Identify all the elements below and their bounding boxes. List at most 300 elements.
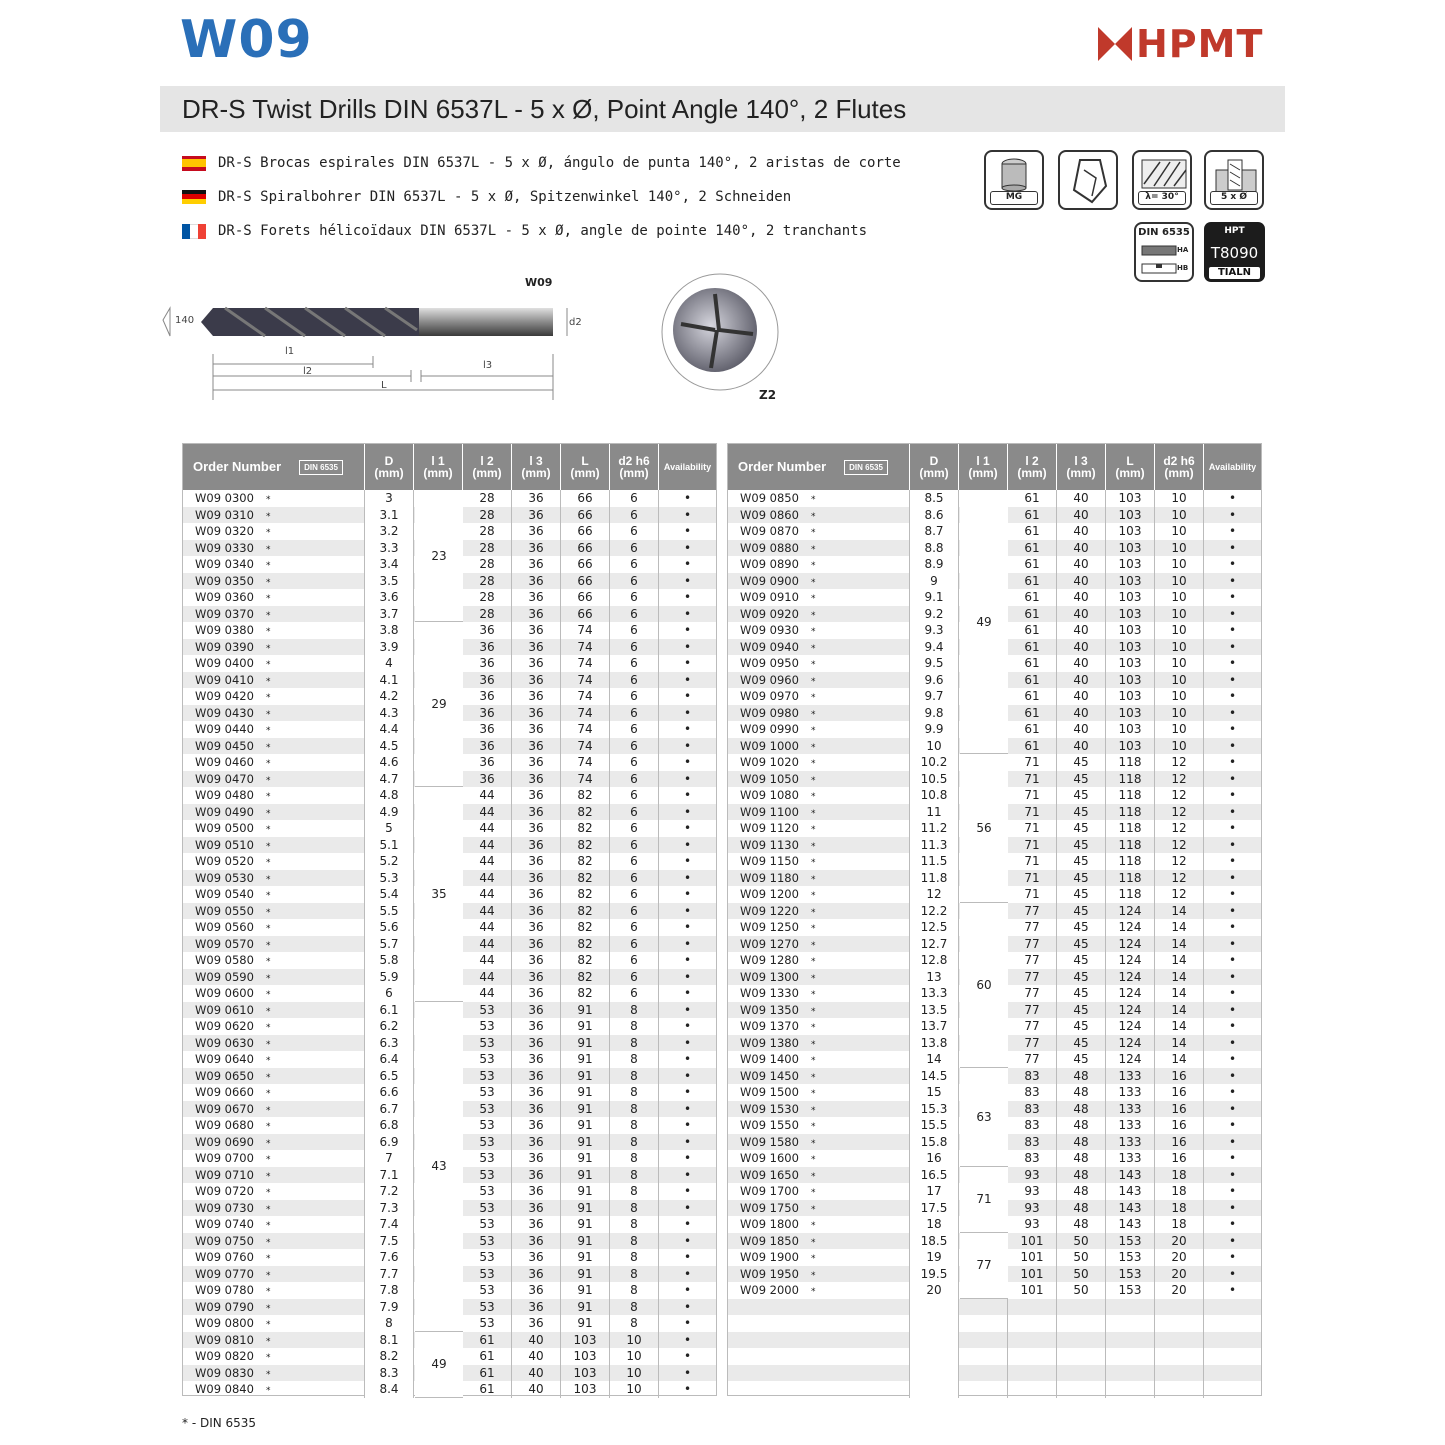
- order-number-cell: [183, 1282, 365, 1299]
- diameter-cell: [910, 1381, 959, 1398]
- din-6535-mark: *: [265, 874, 271, 885]
- din-6535-mark: *: [265, 1122, 271, 1132]
- table-row: [728, 886, 1261, 903]
- product-subtitle: DR-S Twist Drills DIN 6537L - 5 x Ø, Point Angle 140°, 2 Flutes: [182, 94, 907, 124]
- order-number-cell: [183, 1299, 365, 1316]
- l3-cell: 36: [512, 1035, 561, 1052]
- l1-cell: [414, 540, 463, 557]
- l2-cell: 71: [1008, 886, 1057, 903]
- l1-cell: [959, 1381, 1008, 1398]
- din-6535-mark: *: [265, 594, 271, 604]
- din-6535-mark: *: [810, 1138, 816, 1149]
- diameter-cell: 5: [365, 820, 414, 837]
- din-6535-mark: *: [810, 957, 816, 967]
- diameter-cell: 8.6: [910, 507, 959, 524]
- l3-cell: 36: [512, 771, 561, 788]
- l2-cell: 61: [1008, 540, 1057, 557]
- table-row: [183, 1035, 716, 1052]
- overall-length-cell: 153: [1106, 1266, 1155, 1283]
- translation-text: DR-S Brocas espirales DIN 6537L - 5 x Ø, ángulo de punta 140°, 2 aristas de corte: [218, 155, 901, 171]
- availability-dot: •: [1228, 1068, 1237, 1083]
- order-number-cell: [728, 886, 910, 903]
- l1-cell: [959, 1134, 1008, 1151]
- order-number: W09 2000: [740, 1283, 799, 1297]
- order-number: W09 0330: [195, 540, 254, 555]
- order-number-cell: [728, 1035, 910, 1052]
- l2-cell: 77: [1008, 985, 1057, 1002]
- availability-dot: •: [683, 1134, 692, 1149]
- table-row: [183, 1084, 716, 1101]
- order-number-cell: [183, 1249, 365, 1266]
- order-number: W09 0400: [195, 656, 254, 670]
- shank-diameter-cell: 6: [610, 721, 659, 738]
- overall-length-cell: 82: [561, 804, 610, 821]
- table-row: [728, 1183, 1261, 1200]
- din-6535-mark: *: [265, 891, 271, 901]
- shank-diameter-cell: 8: [610, 1299, 659, 1316]
- l3-cell: 36: [512, 820, 561, 837]
- l1-group-cell: 56: [960, 754, 1008, 903]
- din-6535-mark: *: [265, 1336, 271, 1347]
- l2-cell: 53: [463, 1282, 512, 1299]
- availability-dot: •: [1228, 755, 1237, 769]
- l1-cell: [414, 1200, 463, 1217]
- table-row: [728, 490, 1261, 507]
- table-row: [183, 622, 716, 639]
- table-body: [728, 490, 1261, 1398]
- order-number-cell: [728, 903, 910, 920]
- table-row: [728, 771, 1261, 788]
- l1-cell: [959, 1051, 1008, 1068]
- l3-cell: 36: [512, 936, 561, 953]
- din-6535-mark: *: [265, 1320, 271, 1330]
- din-6535-mark: *: [810, 940, 816, 951]
- overall-length-cell: 66: [561, 507, 610, 524]
- shank-diameter-cell: 6: [610, 820, 659, 837]
- l1-group-cell: 35: [415, 787, 463, 1002]
- overall-length-cell: 91: [561, 1282, 610, 1299]
- diameter-cell: 3.5: [365, 573, 414, 590]
- table-row: [728, 985, 1261, 1002]
- l1-group-cell: 63: [960, 1068, 1008, 1167]
- shank-diameter-cell: 14: [1155, 969, 1204, 986]
- order-number: W09 1950: [740, 1266, 799, 1281]
- diameter-cell: 11.3: [910, 837, 959, 854]
- order-number: W09 0930: [740, 623, 799, 637]
- l1-cell: [414, 771, 463, 788]
- l3-cell: 36: [512, 787, 561, 804]
- din-6535-mark: *: [810, 858, 816, 868]
- availability-dot: •: [683, 1019, 692, 1033]
- shank-diameter-cell: 16: [1155, 1117, 1204, 1134]
- drill-diagram: [155, 272, 805, 412]
- l3-cell: 40: [512, 1348, 561, 1365]
- order-number-cell: [728, 919, 910, 936]
- order-number-cell: [728, 721, 910, 738]
- table-row: [728, 870, 1261, 887]
- table-row: [183, 771, 716, 788]
- diameter-cell: 6.9: [365, 1134, 414, 1151]
- l2-cell: 53: [463, 1051, 512, 1068]
- order-number-cell: [728, 1332, 910, 1349]
- availability-dot: •: [1228, 1052, 1237, 1066]
- shank-diameter-cell: 10: [1155, 738, 1204, 755]
- order-number-cell: [728, 1068, 910, 1085]
- availability-dot: •: [683, 590, 692, 604]
- l1-cell: [959, 606, 1008, 623]
- diameter-cell: 5.5: [365, 903, 414, 920]
- material-mg-icon: MG: [984, 150, 1044, 210]
- shank-diameter-cell: 16: [1155, 1084, 1204, 1101]
- overall-length-cell: 118: [1106, 771, 1155, 788]
- order-number-cell: [183, 886, 365, 903]
- overall-length-cell: 82: [561, 853, 610, 870]
- table-row: [183, 1002, 716, 1019]
- order-number: W09 0620: [195, 1019, 254, 1033]
- order-number: W09 0650: [195, 1068, 254, 1083]
- din-6535-mark: *: [265, 990, 271, 1000]
- l1-cell: [414, 556, 463, 573]
- l2-cell: 28: [463, 573, 512, 590]
- order-number-cell: [183, 771, 365, 788]
- overall-length-cell: 103: [1106, 705, 1155, 722]
- l2-cell: 36: [463, 705, 512, 722]
- l2-cell: 101: [1008, 1282, 1057, 1299]
- availability-dot: [1204, 1348, 1261, 1365]
- availability-dot: •: [683, 1167, 692, 1182]
- l3-cell: 36: [512, 672, 561, 689]
- din-6535-mark: *: [265, 1369, 271, 1380]
- shank-diameter-cell: 8: [610, 1200, 659, 1217]
- shank-diameter-cell: 10: [610, 1348, 659, 1365]
- overall-length-cell: 124: [1106, 1018, 1155, 1035]
- availability-dot: •: [683, 755, 692, 769]
- diameter-cell: 10.5: [910, 771, 959, 788]
- availability-dot: •: [683, 1217, 692, 1231]
- shank-diameter-cell: 8: [610, 1150, 659, 1167]
- overall-length-cell: 103: [1106, 688, 1155, 705]
- l2-cell: [1008, 1365, 1057, 1382]
- diameter-cell: 5.2: [365, 853, 414, 870]
- d2-label: d2: [569, 317, 582, 328]
- l1-cell: [414, 490, 463, 507]
- diameter-cell: 3.3: [365, 540, 414, 557]
- header-d2: [1155, 444, 1204, 490]
- l3-cell: 40: [1057, 655, 1106, 672]
- overall-length-cell: 82: [561, 919, 610, 936]
- order-number: W09 0970: [740, 689, 799, 703]
- l2-cell: 36: [463, 754, 512, 771]
- l3-cell: 36: [512, 1051, 561, 1068]
- availability-dot: •: [683, 1052, 692, 1066]
- l2-cell: 36: [463, 688, 512, 705]
- order-number-cell: [183, 1134, 365, 1151]
- table-row: [183, 1200, 716, 1217]
- overall-length-cell: 153: [1106, 1249, 1155, 1266]
- shank-diameter-cell: 6: [610, 771, 659, 788]
- l1-cell: [414, 837, 463, 854]
- order-number-cell: [728, 1002, 910, 1019]
- l2-cell: 28: [463, 523, 512, 540]
- availability-dot: •: [683, 540, 692, 555]
- shank-diameter-cell: 6: [610, 672, 659, 689]
- table-row: [183, 1018, 716, 1035]
- order-number: W09 0470: [195, 771, 254, 786]
- order-number: W09 0820: [195, 1349, 254, 1363]
- overall-length-cell: 91: [561, 1266, 610, 1283]
- din-6535-mark: *: [810, 1122, 816, 1132]
- availability-dot: •: [1228, 887, 1237, 901]
- l2-cell: [1008, 1348, 1057, 1365]
- availability-dot: •: [1228, 1250, 1237, 1264]
- l3-cell: 45: [1057, 1002, 1106, 1019]
- order-number-cell: [728, 853, 910, 870]
- shank-diameter-cell: 14: [1155, 985, 1204, 1002]
- l3-cell: 50: [1057, 1266, 1106, 1283]
- shank-diameter-cell: 8: [610, 1282, 659, 1299]
- header-order-label: Order Number: [193, 459, 282, 474]
- availability-dot: •: [1228, 573, 1237, 588]
- shank-diameter-cell: 6: [610, 787, 659, 804]
- shank-diameter-cell: 10: [1155, 639, 1204, 656]
- l1-cell: [414, 589, 463, 606]
- shank-diameter-cell: 20: [1155, 1249, 1204, 1266]
- diameter-cell: 3.2: [365, 523, 414, 540]
- shank-diameter-cell: [1155, 1315, 1204, 1332]
- l1-cell: [959, 754, 1008, 771]
- availability-dot: •: [683, 639, 692, 654]
- l1-cell: [959, 952, 1008, 969]
- overall-length-cell: 118: [1106, 787, 1155, 804]
- l3-cell: 36: [512, 688, 561, 705]
- order-number: W09 0370: [195, 606, 254, 621]
- shank-diameter-cell: 6: [610, 540, 659, 557]
- overall-length-cell: 82: [561, 886, 610, 903]
- diameter-cell: 7.8: [365, 1282, 414, 1299]
- table-row: [728, 1134, 1261, 1151]
- shank-diameter-cell: 8: [610, 1167, 659, 1184]
- l2-cell: 61: [1008, 655, 1057, 672]
- l3-cell: 40: [1057, 540, 1106, 557]
- overall-length-cell: 103: [1106, 672, 1155, 689]
- order-number: W09 0540: [195, 887, 254, 901]
- shank-diameter-cell: 6: [610, 952, 659, 969]
- shank-diameter-cell: 10: [1155, 655, 1204, 672]
- order-number: W09 0590: [195, 969, 254, 984]
- table-row: [728, 754, 1261, 771]
- diameter-cell: 3.4: [365, 556, 414, 573]
- overall-length-cell: 91: [561, 1068, 610, 1085]
- order-number: W09 0720: [195, 1184, 254, 1198]
- table-row: [728, 639, 1261, 656]
- overall-length-cell: 103: [561, 1332, 610, 1349]
- availability-dot: •: [1228, 1134, 1237, 1149]
- l1-cell: [959, 507, 1008, 524]
- l1-label: l1: [285, 346, 295, 357]
- order-number-cell: [728, 606, 910, 623]
- din-6535-mark: *: [265, 610, 271, 621]
- order-number: W09 0530: [195, 870, 254, 885]
- order-number: W09 0430: [195, 705, 254, 720]
- l2-cell: 53: [463, 1002, 512, 1019]
- table-row: [728, 1167, 1261, 1184]
- din-6535-mark: *: [810, 742, 816, 753]
- overall-length-cell: 74: [561, 705, 610, 722]
- overall-length-cell: 91: [561, 1002, 610, 1019]
- order-number: W09 0550: [195, 903, 254, 918]
- l3-cell: 45: [1057, 787, 1106, 804]
- order-number-cell: [183, 507, 365, 524]
- overall-length-cell: 124: [1106, 1051, 1155, 1068]
- diameter-cell: 9.4: [910, 639, 959, 656]
- order-number: W09 0890: [740, 557, 799, 571]
- diameter-cell: 9.9: [910, 721, 959, 738]
- din-6535-mark: *: [810, 808, 816, 819]
- l1-cell: [959, 1101, 1008, 1118]
- overall-length-cell: 91: [561, 1051, 610, 1068]
- order-number: W09 0690: [195, 1134, 254, 1149]
- l1-cell: [959, 1266, 1008, 1283]
- header-d: [365, 444, 414, 490]
- table-row: [183, 787, 716, 804]
- order-number: W09 1330: [740, 986, 799, 1000]
- shank-diameter-cell: 6: [610, 738, 659, 755]
- l2-cell: 71: [1008, 837, 1057, 854]
- l3-cell: 36: [512, 1068, 561, 1085]
- order-number: W09 0940: [740, 639, 799, 654]
- l1-cell: [959, 672, 1008, 689]
- l1-group-cell: 71: [960, 1167, 1008, 1233]
- order-number: W09 0660: [195, 1085, 254, 1099]
- l1-cell: [414, 639, 463, 656]
- l3-cell: 36: [512, 919, 561, 936]
- table-body: [183, 490, 716, 1398]
- overall-length-cell: [1106, 1315, 1155, 1332]
- availability-dot: •: [1228, 524, 1237, 538]
- diameter-cell: 12.5: [910, 919, 959, 936]
- diameter-cell: 15: [910, 1084, 959, 1101]
- l2-cell: 71: [1008, 754, 1057, 771]
- shank-diameter-cell: 12: [1155, 754, 1204, 771]
- overall-length-cell: 91: [561, 1150, 610, 1167]
- din-6535-mark: *: [265, 742, 271, 753]
- order-number-cell: [728, 1216, 910, 1233]
- l2-cell: 61: [1008, 622, 1057, 639]
- l1-cell: [959, 820, 1008, 837]
- l1-cell: [959, 1084, 1008, 1101]
- l1-cell: [414, 1249, 463, 1266]
- shank-diameter-cell: 16: [1155, 1150, 1204, 1167]
- l2-cell: 44: [463, 870, 512, 887]
- l3-cell: 45: [1057, 919, 1106, 936]
- order-number-cell: [183, 754, 365, 771]
- availability-dot: •: [683, 1266, 692, 1281]
- availability-dot: •: [1228, 1184, 1237, 1198]
- l3-cell: 36: [512, 1084, 561, 1101]
- order-number-cell: [183, 1101, 365, 1118]
- table-row: [728, 936, 1261, 953]
- shank-diameter-cell: 8: [610, 1018, 659, 1035]
- l2-cell: 44: [463, 952, 512, 969]
- l3-cell: 48: [1057, 1117, 1106, 1134]
- order-number-cell: [183, 1167, 365, 1184]
- order-number: W09 0500: [195, 821, 254, 835]
- order-number: W09 1270: [740, 936, 799, 951]
- l1-cell: [959, 1233, 1008, 1250]
- table-row: [728, 1249, 1261, 1266]
- availability-dot: •: [683, 738, 692, 753]
- l3-cell: 36: [512, 622, 561, 639]
- order-number-cell: [183, 903, 365, 920]
- order-number-cell: [728, 870, 910, 887]
- diameter-cell: [910, 1348, 959, 1365]
- table-row: [183, 1051, 716, 1068]
- order-number: W09 0340: [195, 557, 254, 571]
- translation-german: [182, 187, 791, 207]
- order-number: W09 0420: [195, 689, 254, 703]
- shank-diameter-cell: 10: [1155, 540, 1204, 557]
- diameter-cell: 8.7: [910, 523, 959, 540]
- shank-diameter-cell: 10: [1155, 589, 1204, 606]
- order-number-cell: [183, 1381, 365, 1398]
- diameter-cell: 13.5: [910, 1002, 959, 1019]
- order-number: W09 0960: [740, 672, 799, 687]
- table-row: [728, 853, 1261, 870]
- l2-cell: 53: [463, 1018, 512, 1035]
- table-header: [728, 444, 1261, 490]
- l1-group-cell: 49: [415, 1332, 463, 1398]
- l3-cell: 36: [512, 705, 561, 722]
- l2-cell: 28: [463, 490, 512, 507]
- l2-cell: [1008, 1299, 1057, 1316]
- table-row: [728, 1068, 1261, 1085]
- table-row: [183, 952, 716, 969]
- order-number-cell: [728, 1051, 910, 1068]
- overall-length-cell: 103: [1106, 540, 1155, 557]
- order-number-cell: [183, 721, 365, 738]
- diameter-cell: 6.2: [365, 1018, 414, 1035]
- shank-diameter-cell: 6: [610, 936, 659, 953]
- overall-length-cell: 74: [561, 721, 610, 738]
- l3-cell: 40: [1057, 738, 1106, 755]
- din-6535-mark: *: [810, 973, 816, 984]
- diameter-cell: 7.7: [365, 1266, 414, 1283]
- header-l2: [463, 444, 512, 490]
- diameter-cell: 17.5: [910, 1200, 959, 1217]
- overall-length-cell: 74: [561, 639, 610, 656]
- header-d: [910, 444, 959, 490]
- table-row: [183, 853, 716, 870]
- order-number-cell: [728, 1266, 910, 1283]
- overall-length-cell: 82: [561, 985, 610, 1002]
- l3-cell: 40: [1057, 573, 1106, 590]
- table-row: [728, 820, 1261, 837]
- order-number: W09 1600: [740, 1151, 799, 1165]
- l2-cell: 36: [463, 672, 512, 689]
- l2-cell: 61: [1008, 672, 1057, 689]
- l3-cell: 36: [512, 1282, 561, 1299]
- table-row: [183, 1299, 716, 1316]
- order-number: W09 0640: [195, 1052, 254, 1066]
- l3-cell: 36: [512, 804, 561, 821]
- table-row: [728, 507, 1261, 524]
- l3-cell: 36: [512, 1018, 561, 1035]
- shank-diameter-cell: 10: [1155, 672, 1204, 689]
- l3-cell: 45: [1057, 870, 1106, 887]
- l3-cell: 45: [1057, 771, 1106, 788]
- order-number: W09 1580: [740, 1134, 799, 1149]
- l2-cell: 77: [1008, 1051, 1057, 1068]
